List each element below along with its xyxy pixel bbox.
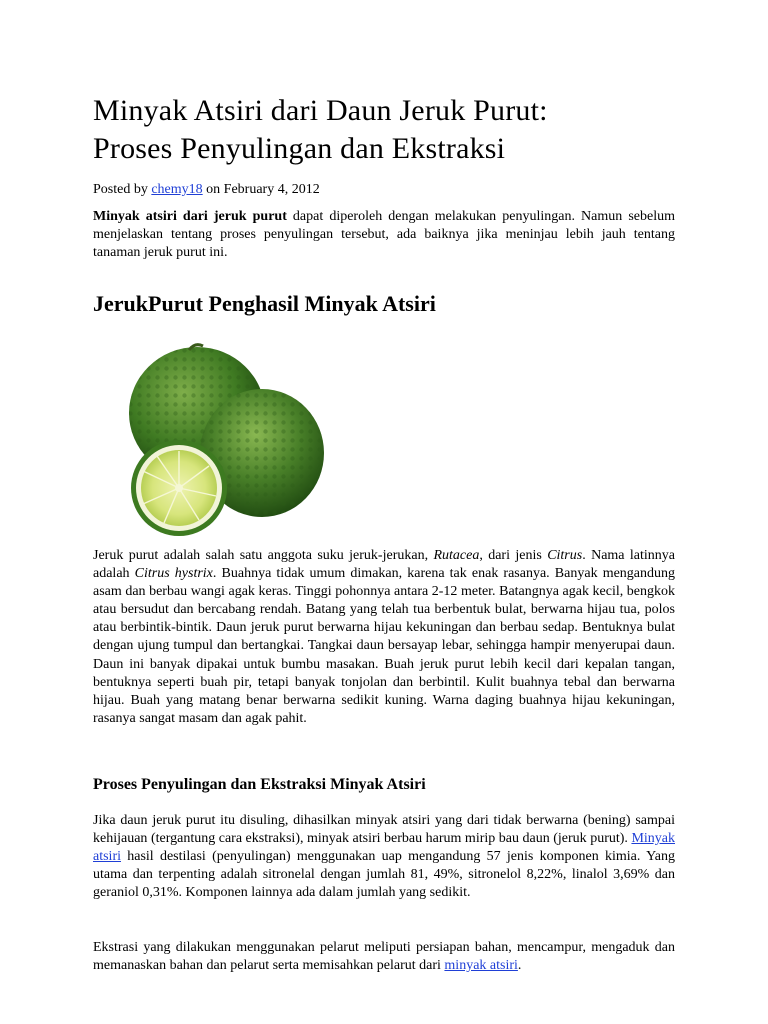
process-text-1: Jika daun jeruk purut itu disuling, dihasilkan minyak atsiri yang dari tidak berwarna (bening) sampai kehijauan (tergantung cara ekstraksi), minyak atsiri berbau harum mirip bau daun (jeruk purut). xyxy=(93,813,675,847)
title-line-2: Proses Penyulingan dan Ekstraksi xyxy=(93,132,506,165)
desc-italic-citrus-hystrix: Citrus hystrix xyxy=(134,566,213,582)
title-line-1: Minyak Atsiri dari Daun Jeruk Purut: xyxy=(93,94,548,127)
minyak-atsiri-link-2[interactable]: minyak atsiri xyxy=(444,958,518,974)
process-text-2: hasil destilasi (penyulingan) menggunakan uap mengandung 57 jenis komponen kimia. Yang utama dan terpenting adalah sitronelal dengan jumlah 81, 49%, sitronelol 8,22%, linalol 3,69% dan geraniol 0,31%. Komponen lainnya ada dalam jumlah yang sedikit. xyxy=(93,849,675,901)
article-title xyxy=(93,92,693,168)
minyak-atsiri-link[interactable]: Minyak atsiri xyxy=(93,831,675,865)
section-heading-jeruk-purut: JerukPurut Penghasil Minyak Atsiri xyxy=(93,291,436,316)
intro-bold-phrase: Minyak atsiri dari jeruk purut xyxy=(93,209,287,224)
byline-prefix: Posted by xyxy=(93,182,152,197)
extraction-text-2: . xyxy=(517,958,522,974)
author-link[interactable]: chemy18 xyxy=(151,182,203,197)
desc-text-3: . Nama latinnya adalah xyxy=(93,548,675,582)
desc-italic-rutacea: Rutacea xyxy=(433,548,480,563)
intro-paragraph xyxy=(93,208,675,262)
byline-date: on February 4, 2012 xyxy=(202,182,320,197)
kaffir-lime-fruit-image xyxy=(117,328,329,546)
process-paragraph xyxy=(93,812,675,902)
desc-text-4: . Buahnya tidak umum dimakan, karena tak enak rasanya. Banyak mengandung asam dan berbau wangi agak keras. Tinggi pohonnya antara 2-12 meter. Batangnya agak kecil, bengkok atau bersudut dan bercabang rendah. Batang yang telah tua berbentuk bulat, berwarna hijau tua, polos atau berbintik-bintik. Daun jeruk purut berwarna hijau kekuningan dan berbau sedap. Bentuknya bulat dengan ujung tumpul dan bertangkai. Tangkai daun bersayap lebar, sehingga hampir menyerupai daun. Daun ini banyak dipakai untuk bumbu masakan. Buah jeruk purut lebih kecil dari kepalan tangan, bentuknya seperti buah pir, tetapi banyak tonjolan dan berbintil. Kulit buahnya tebal dan berwarna hijau. Buah yang matang benar berwarna sedikit kuning. Warna daging buahnya hijau kekuningan, rasanya sangat masam dan agak pahit. xyxy=(93,566,676,726)
description-paragraph xyxy=(93,547,675,728)
section-heading-proses: Proses Penyulingan dan Ekstraksi Minyak Atsiri xyxy=(93,776,426,793)
extraction-text-1: Ekstrasi yang dilakukan menggunakan pelarut meliputi persiapan bahan, mencampur, mengaduk dan memanaskan bahan dan pelarut serta memisahkan pelarut dari xyxy=(93,940,675,974)
extraction-paragraph xyxy=(93,939,675,975)
desc-text-2: , dari jenis xyxy=(479,548,548,563)
desc-text-1: Jeruk purut adalah salah satu anggota suku jeruk-jerukan, xyxy=(93,548,434,563)
byline xyxy=(93,181,320,199)
desc-italic-citrus: Citrus xyxy=(547,548,583,563)
intro-text: dapat diperoleh dengan melakukan penyulingan. Namun sebelum menjelaskan tentang proses penyulingan tersebut, ada baiknya jika meninjau lebih jauh tentang tanaman jeruk purut ini. xyxy=(93,209,675,261)
